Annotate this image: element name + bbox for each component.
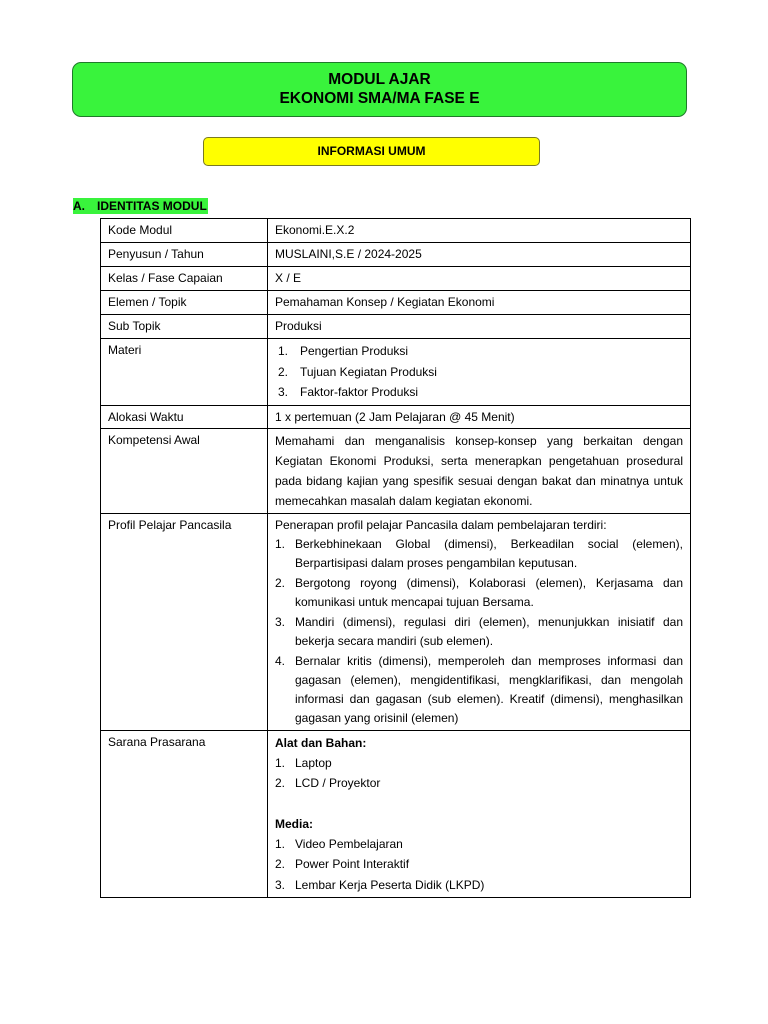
- media-list: [275, 834, 683, 896]
- table-row: [101, 267, 691, 291]
- list-item: 2. LCD / Proyektor: [275, 776, 381, 790]
- profil-list: [275, 535, 683, 728]
- row-value: 1 x pertemuan (2 Jam Pelajaran @ 45 Menit): [268, 405, 691, 428]
- table-row: [101, 291, 691, 315]
- list-item: 2. Bergotong royong (dimensi), Kolaborasi (elemen), Kerjasama dan komunikasi untuk mencapai tujuan Bersama.: [275, 575, 683, 609]
- section-heading: [73, 198, 208, 214]
- table-row: [101, 730, 691, 898]
- row-value: Pemahaman Konsep / Kegiatan Ekonomi: [268, 291, 691, 315]
- list-item: 4. Bernalar kritis (dimensi), memperoleh dan memproses informasi dan gagasan (elemen), mengidentifikasi, mengklarifikasi, dan mengolah informasi dan gagasan (sub elemen). Kreatif (dimensi), menghasilkan gagasan yang orisinil (elemen): [275, 653, 683, 725]
- row-value: [268, 513, 691, 730]
- row-value: [268, 339, 691, 406]
- row-value: [268, 730, 691, 898]
- identity-table: [100, 218, 691, 898]
- table-row: [101, 513, 691, 730]
- row-value: Ekonomi.E.X.2: [268, 219, 691, 243]
- row-label: Sub Topik: [101, 315, 268, 339]
- row-label: Kelas / Fase Capaian: [101, 267, 268, 291]
- list-item: 3. Faktor-faktor Produksi: [278, 385, 419, 399]
- row-label: Alokasi Waktu: [101, 405, 268, 428]
- list-item: 1. Video Pembelajaran: [275, 836, 403, 851]
- section-title: IDENTITAS MODUL: [97, 199, 207, 213]
- list-item: 2. Tujuan Kegiatan Produksi: [278, 364, 437, 379]
- list-item: 3. Lembar Kerja Peserta Didik (LKPD): [275, 877, 485, 892]
- table-row: [101, 339, 691, 406]
- media-heading: Media:: [275, 816, 314, 831]
- table-row: [101, 219, 691, 243]
- row-value: MUSLAINI,S.E / 2024-2025: [268, 243, 691, 267]
- module-title-box: [72, 62, 687, 117]
- table-row: [101, 405, 691, 428]
- row-label: Penyusun / Tahun: [101, 243, 268, 267]
- profil-intro: Penerapan profil pelajar Pancasila dalam pembelajaran terdiri:: [275, 517, 607, 532]
- row-label: Kompetensi Awal: [101, 428, 268, 513]
- table-row: [101, 315, 691, 339]
- table-row: [101, 428, 691, 513]
- list-item: 3. Mandiri (dimensi), regulasi diri (elemen), menunjukkan inisiatif dan bekerja secara mandiri (sub elemen).: [275, 614, 683, 648]
- list-item: 1. Berkebhinekaan Global (dimensi), Berkeadilan social (elemen), Berpartisipasi dalam proses pengambilan keputusan.: [275, 536, 683, 570]
- section-number: A.: [73, 199, 85, 213]
- alat-list: [275, 753, 683, 794]
- row-label: Sarana Prasarana: [101, 730, 268, 898]
- module-title-line2: EKONOMI SMA/MA FASE E: [279, 90, 480, 107]
- materi-list: [275, 341, 683, 403]
- list-item: 2. Power Point Interaktif: [275, 857, 410, 871]
- row-label: Materi: [101, 339, 268, 406]
- table-row: [101, 243, 691, 267]
- row-value: Produksi: [268, 315, 691, 339]
- row-value: X / E: [268, 267, 691, 291]
- list-item: 1. Laptop: [275, 755, 332, 770]
- info-umum-label: INFORMASI UMUM: [203, 137, 540, 166]
- row-label: Profil Pelajar Pancasila: [101, 513, 268, 730]
- row-label: Kode Modul: [101, 219, 268, 243]
- row-label: Elemen / Topik: [101, 291, 268, 315]
- alat-heading: Alat dan Bahan:: [275, 735, 367, 750]
- row-value: Memahami dan menganalisis konsep-konsep yang berkaitan dengan Kegiatan Ekonomi Produksi, serta menerapkan pengetahuan prosedural pada bidang kajian yang spesifik sesuai dengan bakat dan minatnya untuk memecahkan masalah dalam kegiatan ekonomi.: [268, 428, 691, 513]
- module-title-line1: MODUL AJAR: [328, 71, 431, 88]
- list-item: 1. Pengertian Produksi: [278, 344, 409, 358]
